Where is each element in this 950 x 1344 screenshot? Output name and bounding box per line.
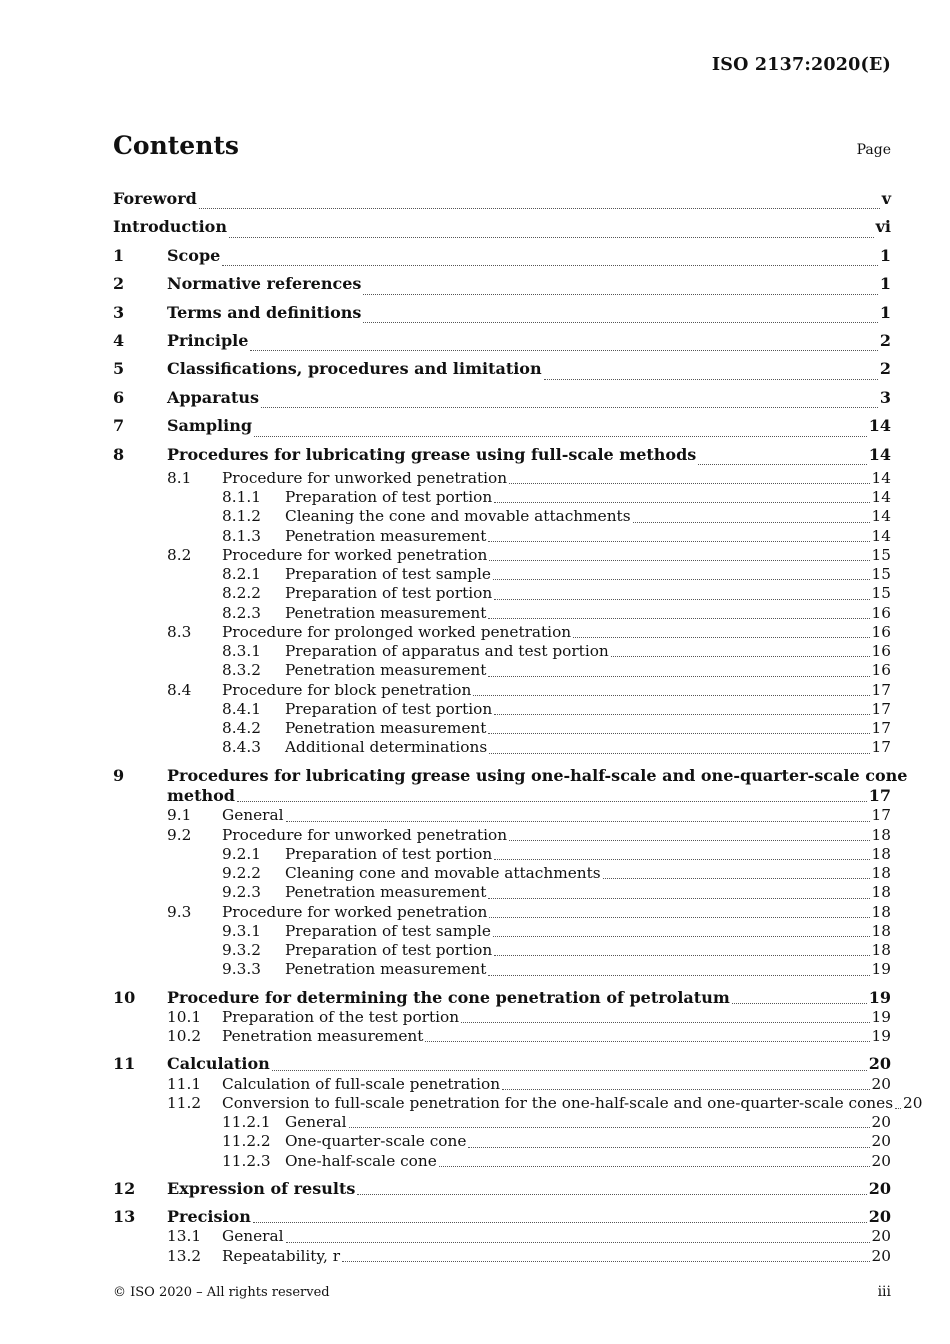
toc-entry-title: Penetration measurement xyxy=(285,883,487,902)
toc-entry-clause[interactable] xyxy=(113,1207,891,1227)
toc-entry-number: 8.2.1 xyxy=(222,565,261,584)
toc-entry-subclause[interactable] xyxy=(113,1075,891,1094)
dot-leader xyxy=(698,464,866,465)
toc-entry-subclause[interactable] xyxy=(113,1027,891,1046)
toc-entry-title: Additional determinations xyxy=(285,738,488,757)
toc-entry-title: General xyxy=(285,1113,347,1132)
toc-entry-number: 9.3.3 xyxy=(222,960,261,979)
dot-leader xyxy=(229,237,874,238)
dot-leader xyxy=(488,541,869,542)
toc-entry-number: 11 xyxy=(113,1054,136,1074)
toc-entry-title: Penetration measurement xyxy=(285,960,487,979)
toc-entry-page: 20 xyxy=(871,1151,891,1170)
toc-entry-page: 19 xyxy=(868,987,891,1007)
toc-entry-number: 10.2 xyxy=(167,1027,202,1046)
dot-leader xyxy=(895,1108,901,1109)
toc-entry-page: 14 xyxy=(868,416,891,436)
toc-entry-subsubclause[interactable] xyxy=(113,719,891,738)
toc-entry-number: 7 xyxy=(113,416,125,436)
toc-entry-number: 8.3.1 xyxy=(222,642,261,661)
toc-entry-page: 19 xyxy=(871,960,891,979)
dot-leader xyxy=(488,733,869,734)
toc-entry-title: Precision xyxy=(167,1207,251,1227)
toc-entry-number: 11.2 xyxy=(167,1093,202,1112)
toc-entry-page: 20 xyxy=(868,1207,891,1227)
toc-entry-number: 6 xyxy=(113,387,125,407)
toc-entry-page: 18 xyxy=(871,921,891,940)
toc-entry-title: Preparation of test sample xyxy=(285,565,491,584)
toc-entry-title: Procedure for worked penetration xyxy=(222,902,488,921)
toc-entry-subsubclause[interactable] xyxy=(113,864,891,883)
toc-entry-page: 17 xyxy=(871,806,891,825)
dot-leader xyxy=(261,407,878,408)
toc-entry-number: 8.3 xyxy=(167,622,192,641)
toc-entry-page: 17 xyxy=(871,680,891,699)
dot-leader xyxy=(425,1041,869,1042)
toc-entry-subsubclause[interactable] xyxy=(113,1132,891,1151)
dot-leader xyxy=(489,917,869,918)
toc-entry-subsubclause[interactable] xyxy=(113,941,891,960)
dot-leader xyxy=(473,695,869,696)
toc-entry-title: Procedures for lubricating grease using one-half-scale and one-quarter-scale cone xyxy=(167,765,908,785)
toc-entry-clause[interactable] xyxy=(113,355,891,383)
toc-entry-subsubclause[interactable] xyxy=(113,488,891,507)
toc-entry-page: 1 xyxy=(879,245,891,265)
toc-entry-page: 20 xyxy=(871,1074,891,1093)
toc-entry-subsubclause[interactable] xyxy=(113,604,891,623)
toc-entry-subsubclause[interactable] xyxy=(113,527,891,546)
dot-leader xyxy=(461,1022,869,1023)
toc-entry-page: 20 xyxy=(903,1093,923,1112)
toc-entry-page: vi xyxy=(875,217,891,237)
toc-entry-page: 19 xyxy=(871,1027,891,1046)
toc-entry-number: 8.4.1 xyxy=(222,699,261,718)
toc-entry-number: 1 xyxy=(113,245,125,265)
toc-entry-title: Conversion to full-scale penetration for the one-half-scale and one-quarter-scale cones xyxy=(222,1093,894,1112)
toc-entry-number: 8.2 xyxy=(167,545,192,564)
dot-leader xyxy=(222,265,878,266)
toc-entry-clause[interactable] xyxy=(113,988,891,1008)
dot-leader xyxy=(253,1222,867,1223)
toc-entry-page: 19 xyxy=(871,1007,891,1026)
toc-entry-number: 13.2 xyxy=(167,1246,202,1265)
toc-entry-subsubclause[interactable] xyxy=(113,960,891,979)
dot-leader xyxy=(272,1070,867,1071)
dot-leader xyxy=(488,975,869,976)
dot-leader xyxy=(488,898,869,899)
toc-entry-title: Classifications, procedures and limitation xyxy=(167,359,542,379)
toc-entry-page: 14 xyxy=(871,468,891,487)
toc-entry-number: 9.2.3 xyxy=(222,883,261,902)
toc-entry-page: 2 xyxy=(879,359,891,379)
dot-leader xyxy=(494,599,869,600)
toc-entry-page: 20 xyxy=(871,1246,891,1265)
toc-entry-number: 4 xyxy=(113,330,125,350)
toc-entry-page: 16 xyxy=(871,603,891,622)
toc-entry-subsubclause[interactable] xyxy=(113,1152,891,1171)
dot-leader xyxy=(349,1127,870,1128)
toc-entry-subsubclause[interactable] xyxy=(113,565,891,584)
toc-entry-number: 9.1 xyxy=(167,806,192,825)
toc-entry-title: Preparation of the test portion xyxy=(222,1007,460,1026)
toc-entry-title: Terms and definitions xyxy=(167,302,362,322)
toc-entry-number: 8 xyxy=(113,444,125,464)
toc-entry-number: 12 xyxy=(113,1178,136,1198)
toc-entry-subclause[interactable] xyxy=(113,903,891,922)
toc-entry-title: Procedures for lubricating grease using full-scale methods xyxy=(167,444,697,464)
toc-entry[interactable] xyxy=(113,765,908,786)
toc-entry-page: 14 xyxy=(868,444,891,464)
dot-leader xyxy=(633,522,870,523)
dot-leader xyxy=(573,637,869,638)
toc-entry-number: 9.2 xyxy=(167,825,192,844)
toc-entry-subsubclause[interactable] xyxy=(113,584,891,603)
toc-entry-title: General xyxy=(222,1227,284,1246)
toc-entry-title: Cleaning the cone and movable attachments xyxy=(285,507,631,526)
toc-entry-page: 18 xyxy=(871,883,891,902)
toc-entry-number: 13.1 xyxy=(167,1227,202,1246)
toc-entry-number: 11.1 xyxy=(167,1074,202,1093)
toc-entry-title: Preparation of test sample xyxy=(285,921,491,940)
toc-entry-clause[interactable] xyxy=(113,384,891,412)
toc-entry-page: 1 xyxy=(879,274,891,294)
toc-entry-subclause[interactable] xyxy=(113,546,891,565)
toc-entry-title: Procedure for worked penetration xyxy=(222,545,488,564)
toc-entry-number: 8.3.2 xyxy=(222,661,261,680)
toc-entry-subsubclause[interactable] xyxy=(113,661,891,680)
toc-entry-title: Preparation of test portion xyxy=(285,941,493,959)
toc-entry-continuation[interactable] xyxy=(113,786,891,806)
dot-leader xyxy=(199,208,880,209)
toc-entry-page: 17 xyxy=(871,738,891,757)
dot-leader xyxy=(544,379,878,380)
toc-entry-title: Calculation xyxy=(167,1054,270,1074)
toc-entry-number: 9.2.1 xyxy=(222,844,261,863)
dot-leader xyxy=(250,350,877,351)
dot-leader xyxy=(494,714,869,715)
toc-entry-number: 8.1.3 xyxy=(222,526,261,545)
toc-entry-number: 9.3 xyxy=(167,902,192,921)
toc-entry-number: 10 xyxy=(113,987,136,1007)
toc-entry-subclause[interactable] xyxy=(113,1247,891,1266)
toc-entry-number: 5 xyxy=(113,359,125,379)
toc-entry-number: 8.1 xyxy=(167,468,192,487)
toc-entry-number: 11.2.1 xyxy=(222,1113,271,1132)
toc-entry-page: v xyxy=(881,189,891,208)
toc-entry-number: 8.4 xyxy=(167,680,192,699)
toc-entry-title: Penetration measurement xyxy=(285,526,487,545)
dot-leader xyxy=(493,579,870,580)
toc-entry-title: Preparation of test portion xyxy=(285,584,493,603)
toc-entry-number: 9 xyxy=(113,765,125,785)
toc-entry-page: 15 xyxy=(871,545,891,564)
toc-entry-number: 9.3.1 xyxy=(222,921,261,940)
toc-entry-page: 14 xyxy=(871,507,891,526)
toc-entry-page: 20 xyxy=(871,1132,891,1151)
toc-entry-page: 20 xyxy=(871,1113,891,1132)
toc-entry-page: 3 xyxy=(879,387,891,407)
toc-entry-subsubclause[interactable] xyxy=(113,642,891,661)
dot-leader xyxy=(468,1147,869,1148)
toc-entry-clause[interactable] xyxy=(113,412,891,440)
dot-leader xyxy=(237,801,867,802)
toc-entry-title: Repeatability, r xyxy=(222,1246,341,1265)
dot-leader xyxy=(509,483,869,484)
toc-entry-page: 16 xyxy=(871,642,891,661)
toc-entry-title: General xyxy=(222,806,284,825)
toc-entry-subsubclause[interactable] xyxy=(113,922,891,941)
toc-entry-title: Penetration measurement xyxy=(285,719,487,738)
toc-entry-subsubclause[interactable] xyxy=(113,700,891,719)
toc-entry-title-continued: method xyxy=(167,785,235,805)
dot-leader xyxy=(494,859,869,860)
toc-entry-clause[interactable] xyxy=(113,327,891,355)
toc-entry-title: Procedure for unworked penetration xyxy=(222,468,508,487)
dot-leader xyxy=(494,955,869,956)
toc-entry-subclause[interactable] xyxy=(113,1227,891,1246)
dot-leader xyxy=(732,1003,867,1004)
contents-title: Contents xyxy=(113,131,240,160)
toc-entry-number: 9.2.2 xyxy=(222,864,261,882)
toc-entry-page: 1 xyxy=(879,302,891,322)
toc-entry-number: 8.2.3 xyxy=(222,603,261,622)
toc-entry-subsubclause[interactable] xyxy=(113,845,891,864)
toc-entry-number: 11.2.2 xyxy=(222,1132,271,1151)
toc-entry-page: 20 xyxy=(868,1054,891,1074)
toc-entry-title: Foreword xyxy=(113,189,197,208)
toc-entry-clause[interactable] xyxy=(113,270,891,298)
toc-entry-number: 8.4.3 xyxy=(222,738,261,757)
toc-entry-page: 15 xyxy=(871,584,891,603)
toc-entry-title: Penetration measurement xyxy=(285,661,487,680)
toc-entry-title: Preparation of test portion xyxy=(285,844,493,863)
toc-entry-page: 20 xyxy=(871,1227,891,1246)
toc-entry-title: Penetration measurement xyxy=(222,1027,424,1046)
dot-leader xyxy=(439,1166,870,1167)
toc-entry-subclause[interactable] xyxy=(113,806,891,825)
dot-leader xyxy=(611,656,870,657)
toc-entry-title: Principle xyxy=(167,330,249,350)
dot-leader xyxy=(494,502,869,503)
toc-entry-title: Expression of results xyxy=(167,1178,356,1198)
toc-entry-page: 16 xyxy=(871,622,891,641)
toc-entry-title: One-half-scale cone xyxy=(285,1151,437,1170)
toc-entry-page: 17 xyxy=(871,719,891,738)
toc-entry-clause[interactable] xyxy=(113,1179,891,1199)
toc-entry-title: Preparation of test portion xyxy=(285,488,493,507)
toc-entry-page: 18 xyxy=(871,844,891,863)
toc-entry-number: 8.2.2 xyxy=(222,584,261,603)
toc-entry-page: 14 xyxy=(871,526,891,545)
dot-leader xyxy=(342,1261,869,1262)
toc-entry-number: 9.3.2 xyxy=(222,941,261,959)
toc-entry-page: 17 xyxy=(868,785,891,805)
toc-entry-title: Preparation of apparatus and test portion xyxy=(285,642,609,661)
toc-entry-clause[interactable] xyxy=(113,185,891,213)
toc-entry-page: 17 xyxy=(871,699,891,718)
toc-entry-title: Cleaning cone and movable attachments xyxy=(285,864,601,882)
dot-leader xyxy=(603,878,870,879)
toc-entry-number: 8.1.2 xyxy=(222,507,261,526)
toc-entry-clause[interactable] xyxy=(113,441,891,469)
dot-leader xyxy=(489,560,869,561)
toc-entry-title: One-quarter-scale cone xyxy=(285,1132,467,1151)
toc-entry-clause[interactable] xyxy=(113,213,891,241)
toc-entry-subclause[interactable] xyxy=(113,1093,923,1113)
document-id: ISO 2137:2020(E) xyxy=(711,55,891,75)
toc-entry-title: Scope xyxy=(167,245,221,265)
footer-copyright: © ISO 2020 – All rights reserved xyxy=(113,1285,330,1300)
toc-entry-title: Sampling xyxy=(167,416,253,436)
dot-leader xyxy=(254,436,867,437)
toc-entry-subclause[interactable] xyxy=(113,826,891,845)
toc-entry-title: Introduction xyxy=(113,217,227,237)
toc-entry-subsubclause[interactable] xyxy=(113,507,891,526)
toc-entry-page: 16 xyxy=(871,661,891,680)
dot-leader xyxy=(502,1089,869,1090)
toc-entry-page: 18 xyxy=(871,902,891,921)
toc-entry-number: 13 xyxy=(113,1207,136,1227)
dot-leader xyxy=(489,753,869,754)
dot-leader xyxy=(357,1194,866,1195)
dot-leader xyxy=(286,821,870,822)
toc-entry-title: Calculation of full-scale penetration xyxy=(222,1074,501,1093)
toc-entry-page: 18 xyxy=(871,864,891,882)
footer-page-number: iii xyxy=(877,1284,891,1300)
toc-entry-subsubclause[interactable] xyxy=(113,738,891,757)
toc-entry-page: 20 xyxy=(868,1178,891,1198)
toc-entry-page: 15 xyxy=(871,565,891,584)
toc-entry-number: 3 xyxy=(113,302,125,322)
toc-entry-subclause[interactable] xyxy=(113,681,891,700)
toc-entry-title: Preparation of test portion xyxy=(285,699,493,718)
toc-entry-number: 2 xyxy=(113,274,125,294)
toc-entry-title: Procedure for determining the cone penetration of petrolatum xyxy=(167,987,730,1007)
dot-leader xyxy=(493,936,870,937)
toc-entry-subclause[interactable] xyxy=(113,1008,891,1027)
toc-entry-page: 18 xyxy=(871,825,891,844)
page-column-label: Page xyxy=(856,142,891,158)
toc-entry-number: 8.1.1 xyxy=(222,488,261,507)
toc-entry-number: 10.1 xyxy=(167,1007,202,1026)
toc-entry-clause[interactable] xyxy=(113,242,891,270)
toc-entry-title: Penetration measurement xyxy=(285,603,487,622)
table-of-contents xyxy=(113,185,923,1266)
dot-leader xyxy=(488,676,869,677)
toc-entry-subsubclause[interactable] xyxy=(113,883,891,902)
toc-entry-subclause[interactable] xyxy=(113,469,891,488)
toc-entry-page: 14 xyxy=(871,488,891,507)
toc-entry-title: Normative references xyxy=(167,274,362,294)
toc-entry-title: Procedure for block penetration xyxy=(222,680,472,699)
toc-entry-title: Apparatus xyxy=(167,387,259,407)
toc-entry-number: 11.2.3 xyxy=(222,1151,271,1170)
toc-entry-title: Procedure for prolonged worked penetration xyxy=(222,622,572,641)
toc-entry-clause[interactable] xyxy=(113,299,891,327)
toc-entry-page: 18 xyxy=(871,941,891,959)
dot-leader xyxy=(488,618,869,619)
toc-entry-subsubclause[interactable] xyxy=(113,1113,891,1132)
toc-entry-clause[interactable] xyxy=(113,1054,891,1074)
toc-entry-page: 2 xyxy=(879,330,891,350)
dot-leader xyxy=(286,1242,870,1243)
toc-entry-title: Procedure for unworked penetration xyxy=(222,825,508,844)
dot-leader xyxy=(509,840,869,841)
toc-entry-subclause[interactable] xyxy=(113,623,891,642)
dot-leader xyxy=(363,294,877,295)
dot-leader xyxy=(363,322,877,323)
toc-entry-number: 8.4.2 xyxy=(222,719,261,738)
